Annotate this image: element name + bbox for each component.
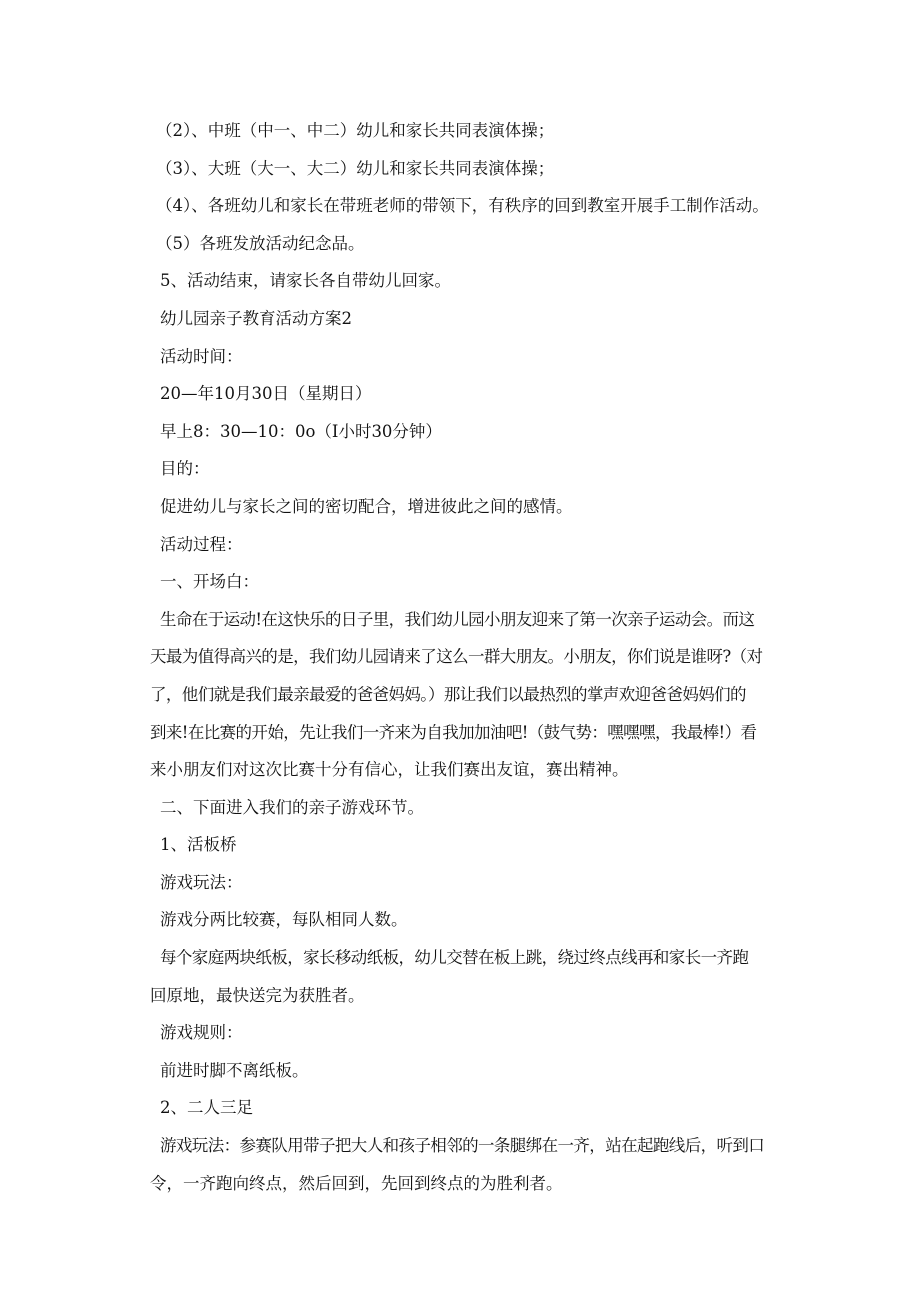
text-line: 2、二人三足 [160, 1098, 253, 1118]
paragraph-line: 每个家庭两块纸板，家长移动纸板，幼儿交替在板上跳，绕过终点线再和家长一齐跑 [160, 948, 749, 968]
paragraph-line: 天最为值得高兴的是，我们幼儿园请来了这么一群大朋友。小朋友，你们说是谁呀?（对 [150, 647, 763, 667]
text-line: 20—年10月30日（星期日） [160, 384, 372, 404]
text-line: （2）、中班（中一、中二）幼儿和家长共同表演体操； [156, 121, 555, 140]
text-line: 5、活动结束，请家长各自带幼儿回家。 [160, 271, 451, 291]
paragraph-line: 了，他们就是我们最亲最爱的爸爸妈妈。）那让我们以最热烈的掌声欢迎爸爸妈妈们的 [150, 684, 746, 704]
text-line: 活动过程： [160, 534, 243, 554]
text-line: 二、下面进入我们的亲子游戏环节。 [160, 797, 424, 817]
text-line: （5）各班发放活动纪念品。 [156, 233, 365, 253]
text-line: 前进时脚不离纸板。 [160, 1060, 309, 1080]
text-line: （4）、各班幼儿和家长在带班老师的带领下，有秩序的回到教室开展手工制作活动。 [156, 196, 769, 216]
section-title: 幼儿园亲子教育活动方案2 [160, 308, 352, 328]
paragraph-line: 生命在于运动!在这快乐的日子里，我们幼儿园小朋友迎来了第一次亲子运动会。而这 [160, 609, 755, 629]
paragraph-line: 令，一齐跑向终点，然后回到，先回到终点的为胜利者。 [150, 1173, 563, 1193]
paragraph-line: 回原地，最快送完为获胜者。 [150, 985, 365, 1005]
text-line: （3）、大班（大一、大二）幼儿和家长共同表演体操； [156, 158, 555, 178]
text-line: 活动时间： [160, 346, 243, 366]
text-line: 促进幼儿与家长之间的密切配合，增进彼此之间的感情。 [160, 496, 573, 516]
text-line: 游戏规则： [160, 1023, 243, 1043]
text-line: 游戏玩法： [160, 872, 243, 892]
paragraph-line: 到来!在比赛的开始，先让我们一齐来为自我加加油吧!（鼓气势：嘿嘿嘿，我最棒!）看 [150, 722, 757, 742]
text-line: 早上8：30—10：0o（I小时30分钟） [160, 421, 442, 441]
text-line: 目的： [160, 459, 210, 479]
text-line: 游戏分两比较赛，每队相同人数。 [160, 910, 408, 930]
paragraph-line: 来小朋友们对这次比赛十分有信心，让我们赛出友谊，赛出精神。 [150, 760, 629, 780]
document-body [150, 112, 785, 1202]
paragraph-line: 游戏玩法：参赛队用带子把大人和孩子相邻的一条腿绑在一齐，站在起跑线后，听到口 [160, 1136, 765, 1156]
text-line: 一、开场白： [160, 572, 259, 592]
text-line: 1、活板桥 [160, 835, 237, 855]
